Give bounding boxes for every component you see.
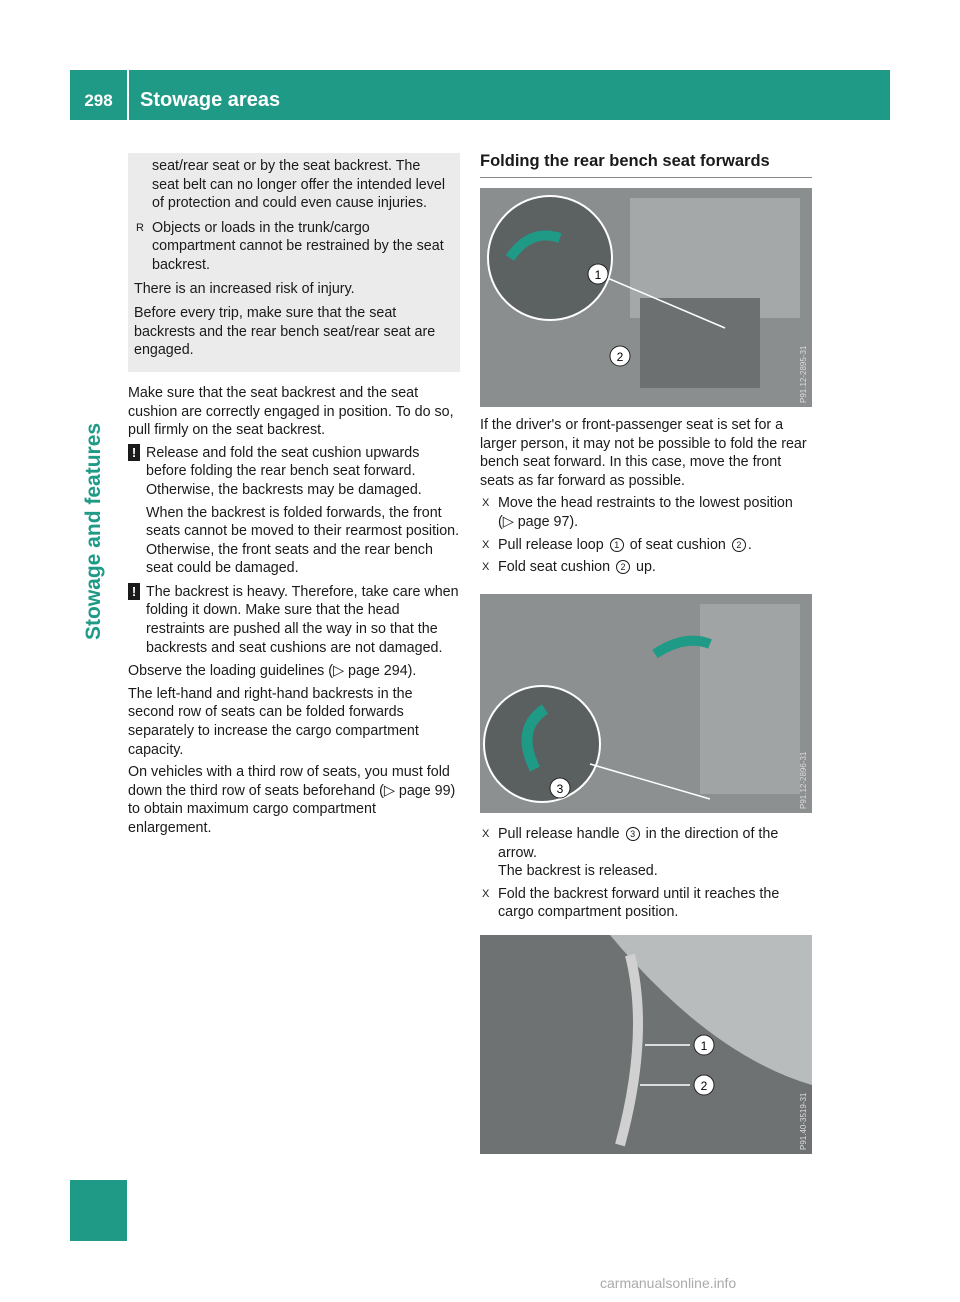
note-text: Release and fold the seat cushion upwards before folding the rear bench seat forward. Otherwise, the backrests may be damaged. xyxy=(146,444,422,498)
step xyxy=(480,825,812,881)
paragraph: Observe the loading guidelines (▷ page 294). xyxy=(128,663,417,680)
step: X Pull release loop 1 of seat cushion 2 . xyxy=(482,536,752,553)
step-arrow-icon: X xyxy=(482,887,490,900)
callout-1: 1 xyxy=(700,1039,708,1053)
step-text: Move the head restraints to the lowest position (▷ page 97). xyxy=(498,495,793,530)
warning-advice: Before every trip, make sure that the seat backrests and the rear bench seat/rear seat are engaged. xyxy=(134,305,436,359)
exclamation-icon: ! xyxy=(128,583,140,600)
step-text: Pull release handle xyxy=(498,826,620,842)
warning-bullet xyxy=(134,219,450,275)
intro-paragraph: If the driver's or front-passenger seat is set for a larger person, it may not be possible to fold the rear bench seat forward. In this case, move the front seats as far forward as possible. xyxy=(480,417,807,489)
warning-risk: There is an increased risk of injury. xyxy=(134,280,355,297)
warning-box xyxy=(128,153,460,372)
backrest-photo xyxy=(480,594,812,813)
right-column xyxy=(480,152,812,186)
right-text-2 xyxy=(480,825,812,926)
step xyxy=(480,885,812,922)
callout-ref: 3 xyxy=(626,827,640,841)
side-tab-marker xyxy=(70,1180,127,1241)
seat-cushion-photo xyxy=(480,188,812,407)
header-divider xyxy=(127,70,129,120)
warning-continuation: seat/rear seat or by the seat backrest. The seat belt can no longer offer the intended level of protection and could even cause injuries. xyxy=(152,158,446,212)
left-column xyxy=(128,153,460,842)
photo-code: P91.12-2896-31 xyxy=(799,751,808,809)
step-arrow-icon: X xyxy=(482,497,490,510)
step-arrow-icon: X xyxy=(482,561,490,574)
step-text: Fold seat cushion xyxy=(498,559,611,576)
photo-code: P91.40-3519-31 xyxy=(799,1092,808,1150)
callout-3: 3 xyxy=(556,782,564,796)
step-text: Fold the backrest forward until it reaches the cargo compartment position. xyxy=(498,885,780,921)
damage-note xyxy=(128,583,460,657)
step xyxy=(480,558,812,577)
cargo-compartment-photo xyxy=(480,935,812,1154)
callout-1: 1 xyxy=(594,268,602,282)
callout-ref: 1 xyxy=(610,538,624,552)
exclamation-icon: ! xyxy=(128,444,140,461)
page-number: 298 xyxy=(84,91,113,110)
step-text: in the direction of the arrow. xyxy=(498,826,779,861)
paragraph: On vehicles with a third row of seats, you must fold down the third row of seats beforehand (▷ page 99) to obtain maximum cargo compartment enlargement. xyxy=(128,764,456,836)
paragraph: The left-hand and right-hand backrests in the second row of seats can be folded forwards separately to increase the cargo compartment capacity. xyxy=(128,685,419,758)
page-title: Stowage areas xyxy=(140,89,281,111)
section-title: Folding the rear bench seat forwards xyxy=(480,152,812,178)
bullet-icon: R xyxy=(136,221,144,234)
step-text: Pull release loop xyxy=(498,536,604,553)
paragraph: Make sure that the seat backrest and the seat cushion are correctly engaged in position. To do so, pull firmly on the seat backrest. xyxy=(128,384,454,439)
step-text: of seat cushion xyxy=(629,536,726,553)
callout-2: 2 xyxy=(700,1079,708,1093)
callout-ref: 2 xyxy=(616,560,630,574)
watermark[interactable]: carmanualsonline.info xyxy=(600,1275,737,1291)
step-text: up. xyxy=(636,559,656,576)
right-text-1 xyxy=(480,416,812,581)
photo-code: P91.12-2895-31 xyxy=(799,345,808,403)
note-text: When the backrest is folded forwards, the front seats cannot be moved to their rearmost position. Otherwise, the front seats and the rear bench seat could be damaged. xyxy=(146,504,460,577)
step xyxy=(480,494,812,531)
damage-note xyxy=(128,444,460,578)
step-arrow-icon: X xyxy=(482,538,490,551)
warning-bullet-text: Objects or loads in the trunk/cargo compartment cannot be restrained by the seat backrest. xyxy=(152,219,444,273)
note-text: The backrest is heavy. Therefore, take care when folding it down. Make sure that the head restraints are pushed all the way in so that the backrests and seat cushions are not damaged. xyxy=(146,583,459,656)
step-arrow-icon: X xyxy=(482,828,490,840)
callout-ref: 2 xyxy=(732,538,746,552)
side-tab-label: Stowage and features xyxy=(82,422,105,640)
step-result: The backrest is released. xyxy=(498,863,658,880)
callout-2: 2 xyxy=(616,350,624,364)
